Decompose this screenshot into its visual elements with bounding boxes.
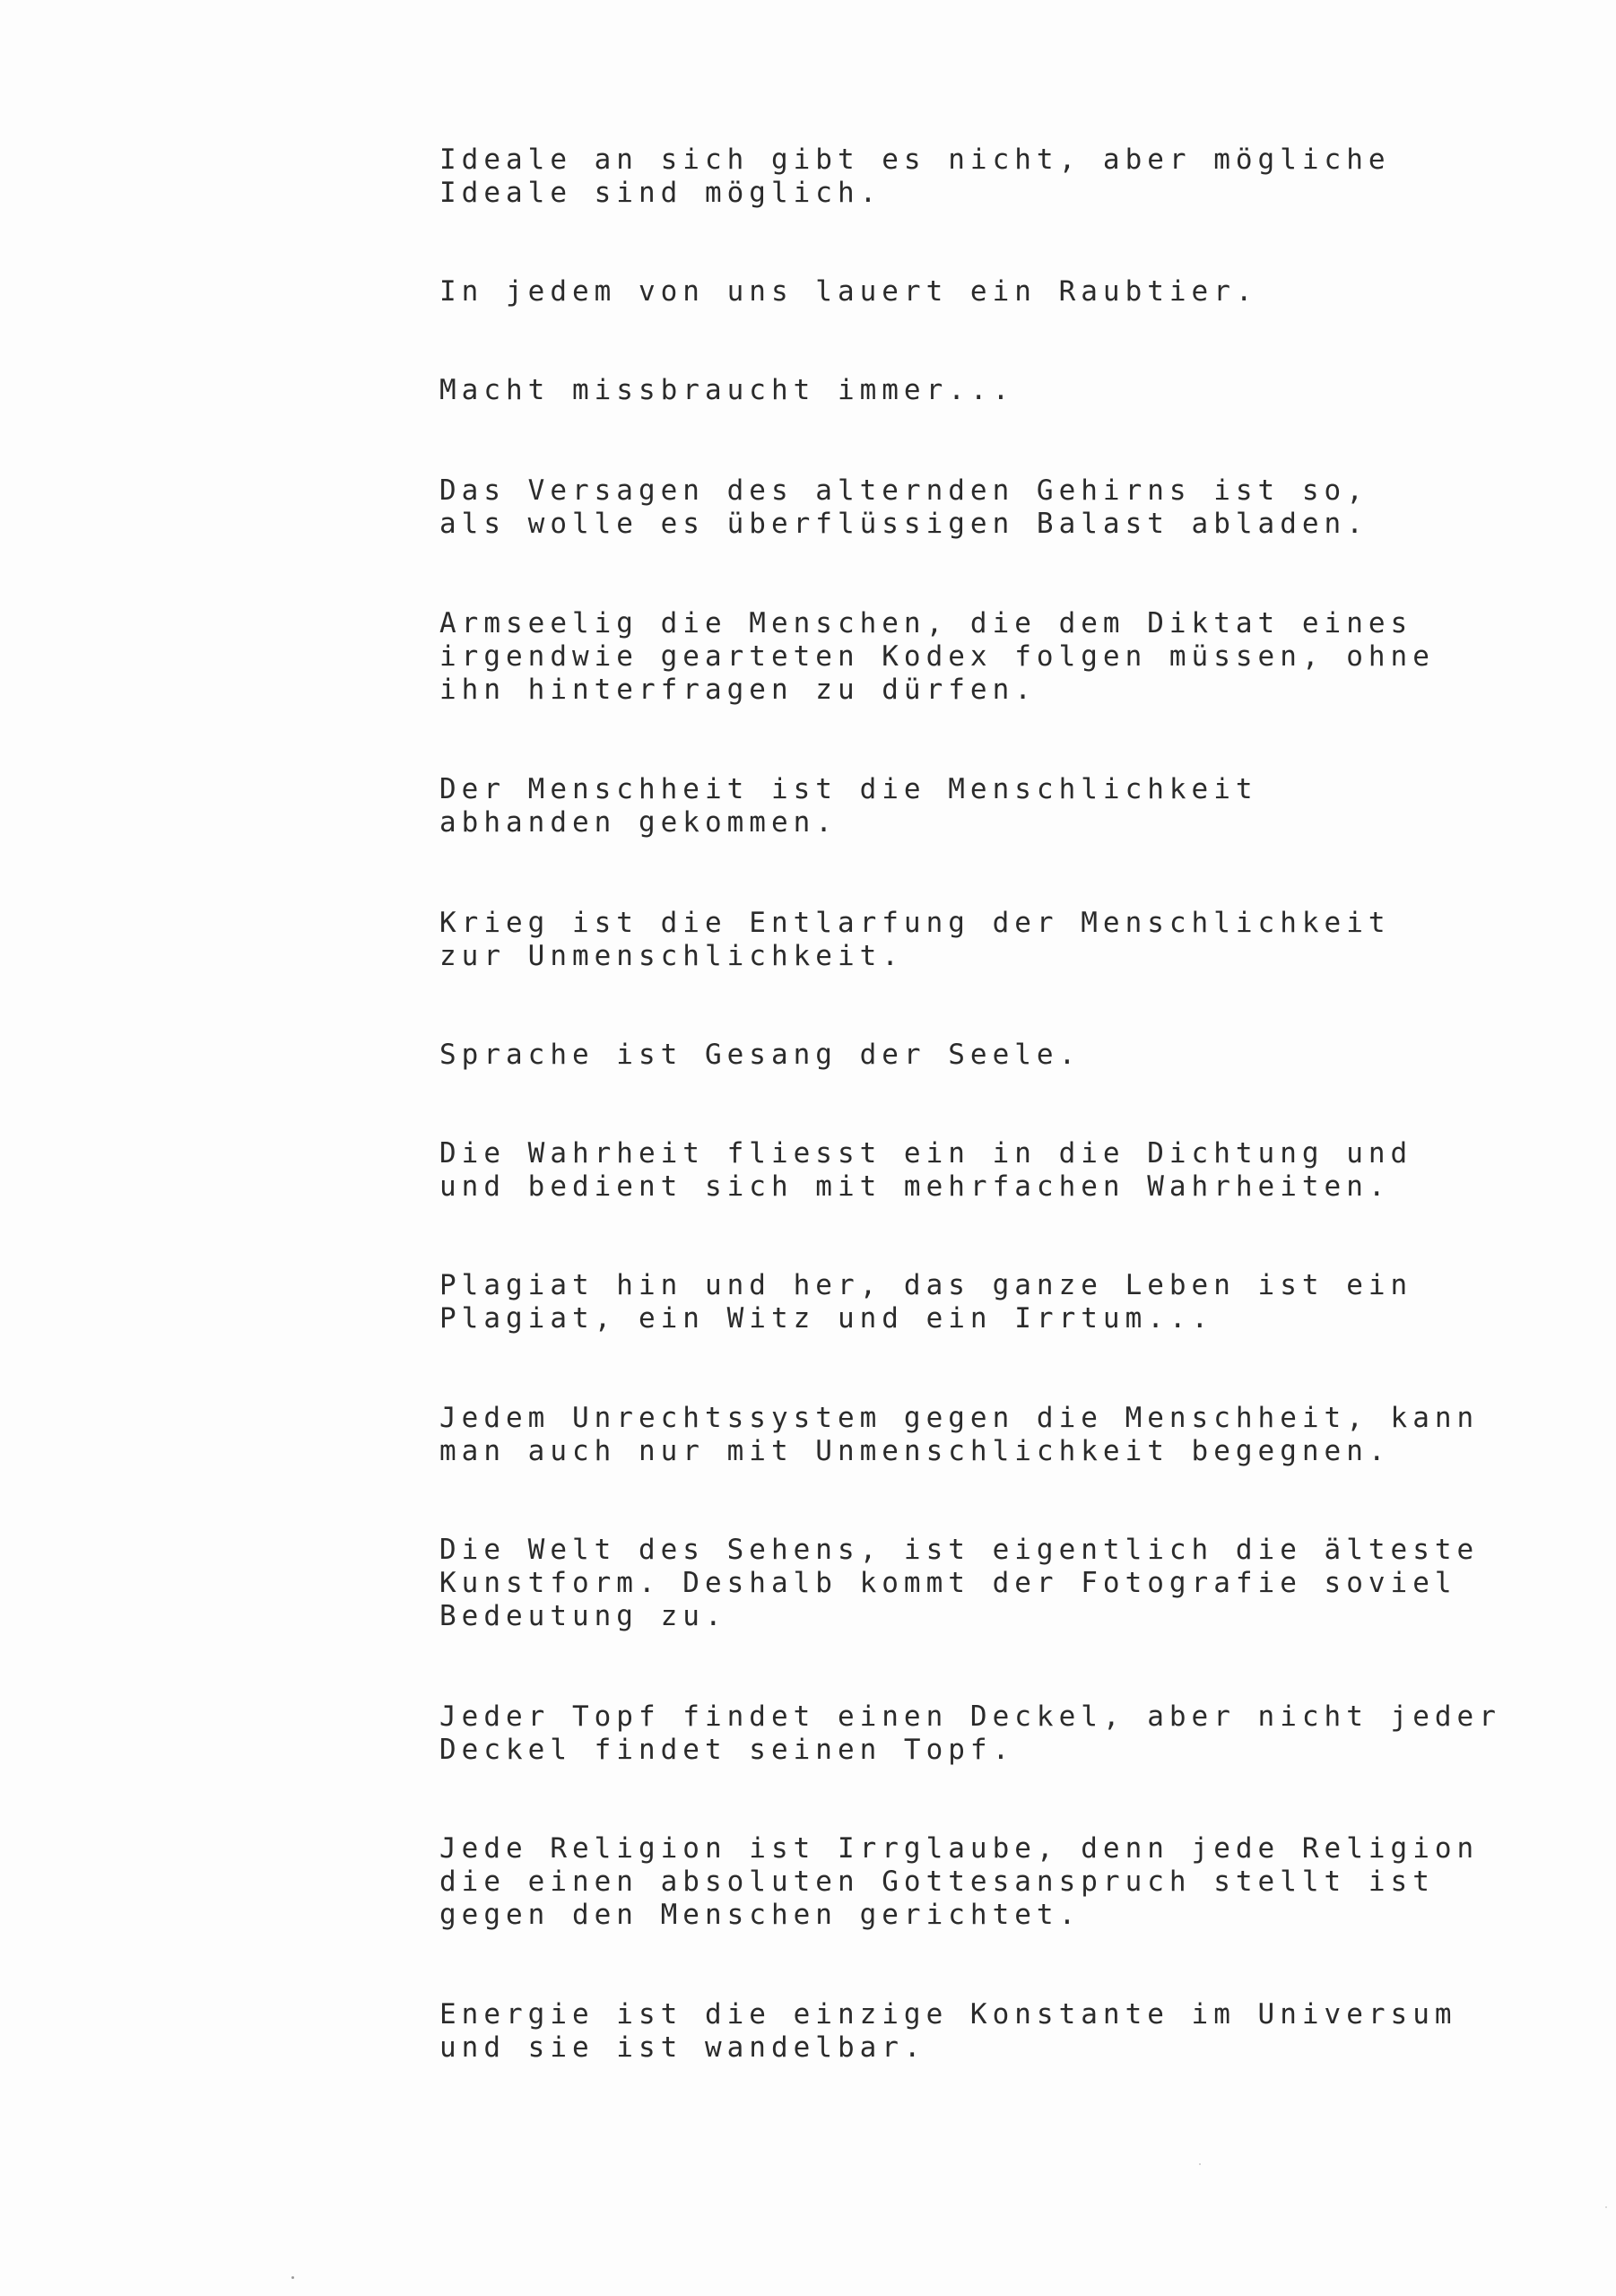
scan-speck: [1199, 2163, 1201, 2165]
aphorism-13: Jeder Topf findet einen Deckel, aber nicht jeder Deckel findet seinen Topf.: [439, 1700, 1501, 1766]
scan-speck: [1605, 2206, 1607, 2208]
aphorism-6: Der Menschheit ist die Menschlichkeit abhanden gekommen.: [439, 773, 1258, 839]
aphorism-8: Sprache ist Gesang der Seele.: [439, 1039, 1082, 1071]
aphorism-1: Ideale an sich gibt es nicht, aber mögliche Ideale sind möglich.: [439, 144, 1391, 209]
aphorism-14: Jede Religion ist Irrglaube, denn jede Religion die einen absoluten Gottesanspruch stellt ist gegen den Menschen gerichtet.: [439, 1832, 1480, 1931]
aphorism-15: Energie ist die einzige Konstante im Universum und sie ist wandelbar.: [439, 1998, 1457, 2064]
aphorism-11: Jedem Unrechtssystem gegen die Menschheit, kann man auch nur mit Unmenschlichkeit begegnen.: [439, 1402, 1480, 1467]
aphorism-12: Die Welt des Sehens, ist eigentlich die älteste Kunstform. Deshalb kommt der Fotografie soviel Bedeutung zu.: [439, 1534, 1480, 1632]
aphorism-7: Krieg ist die Entlarfung der Menschlichkeit zur Unmenschlichkeit.: [439, 907, 1391, 972]
scan-speck: [291, 2276, 294, 2279]
aphorism-3: Macht missbraucht immer...: [439, 374, 1015, 406]
aphorism-2: In jedem von uns lauert ein Raubtier.: [439, 275, 1258, 308]
aphorism-4: Das Versagen des alternden Gehirns ist so, als wolle es überflüssigen Balast abladen.: [439, 474, 1368, 540]
aphorism-9: Die Wahrheit fliesst ein in die Dichtung und und bedient sich mit mehrfachen Wahrheiten.: [439, 1137, 1413, 1203]
aphorism-10: Plagiat hin und her, das ganze Leben ist ein Plagiat, ein Witz und ein Irrtum...: [439, 1269, 1413, 1335]
aphorism-5: Armseelig die Menschen, die dem Diktat eines irgendwie gearteten Kodex folgen müssen, ohne ihn hinterfragen zu dürfen.: [439, 607, 1435, 706]
